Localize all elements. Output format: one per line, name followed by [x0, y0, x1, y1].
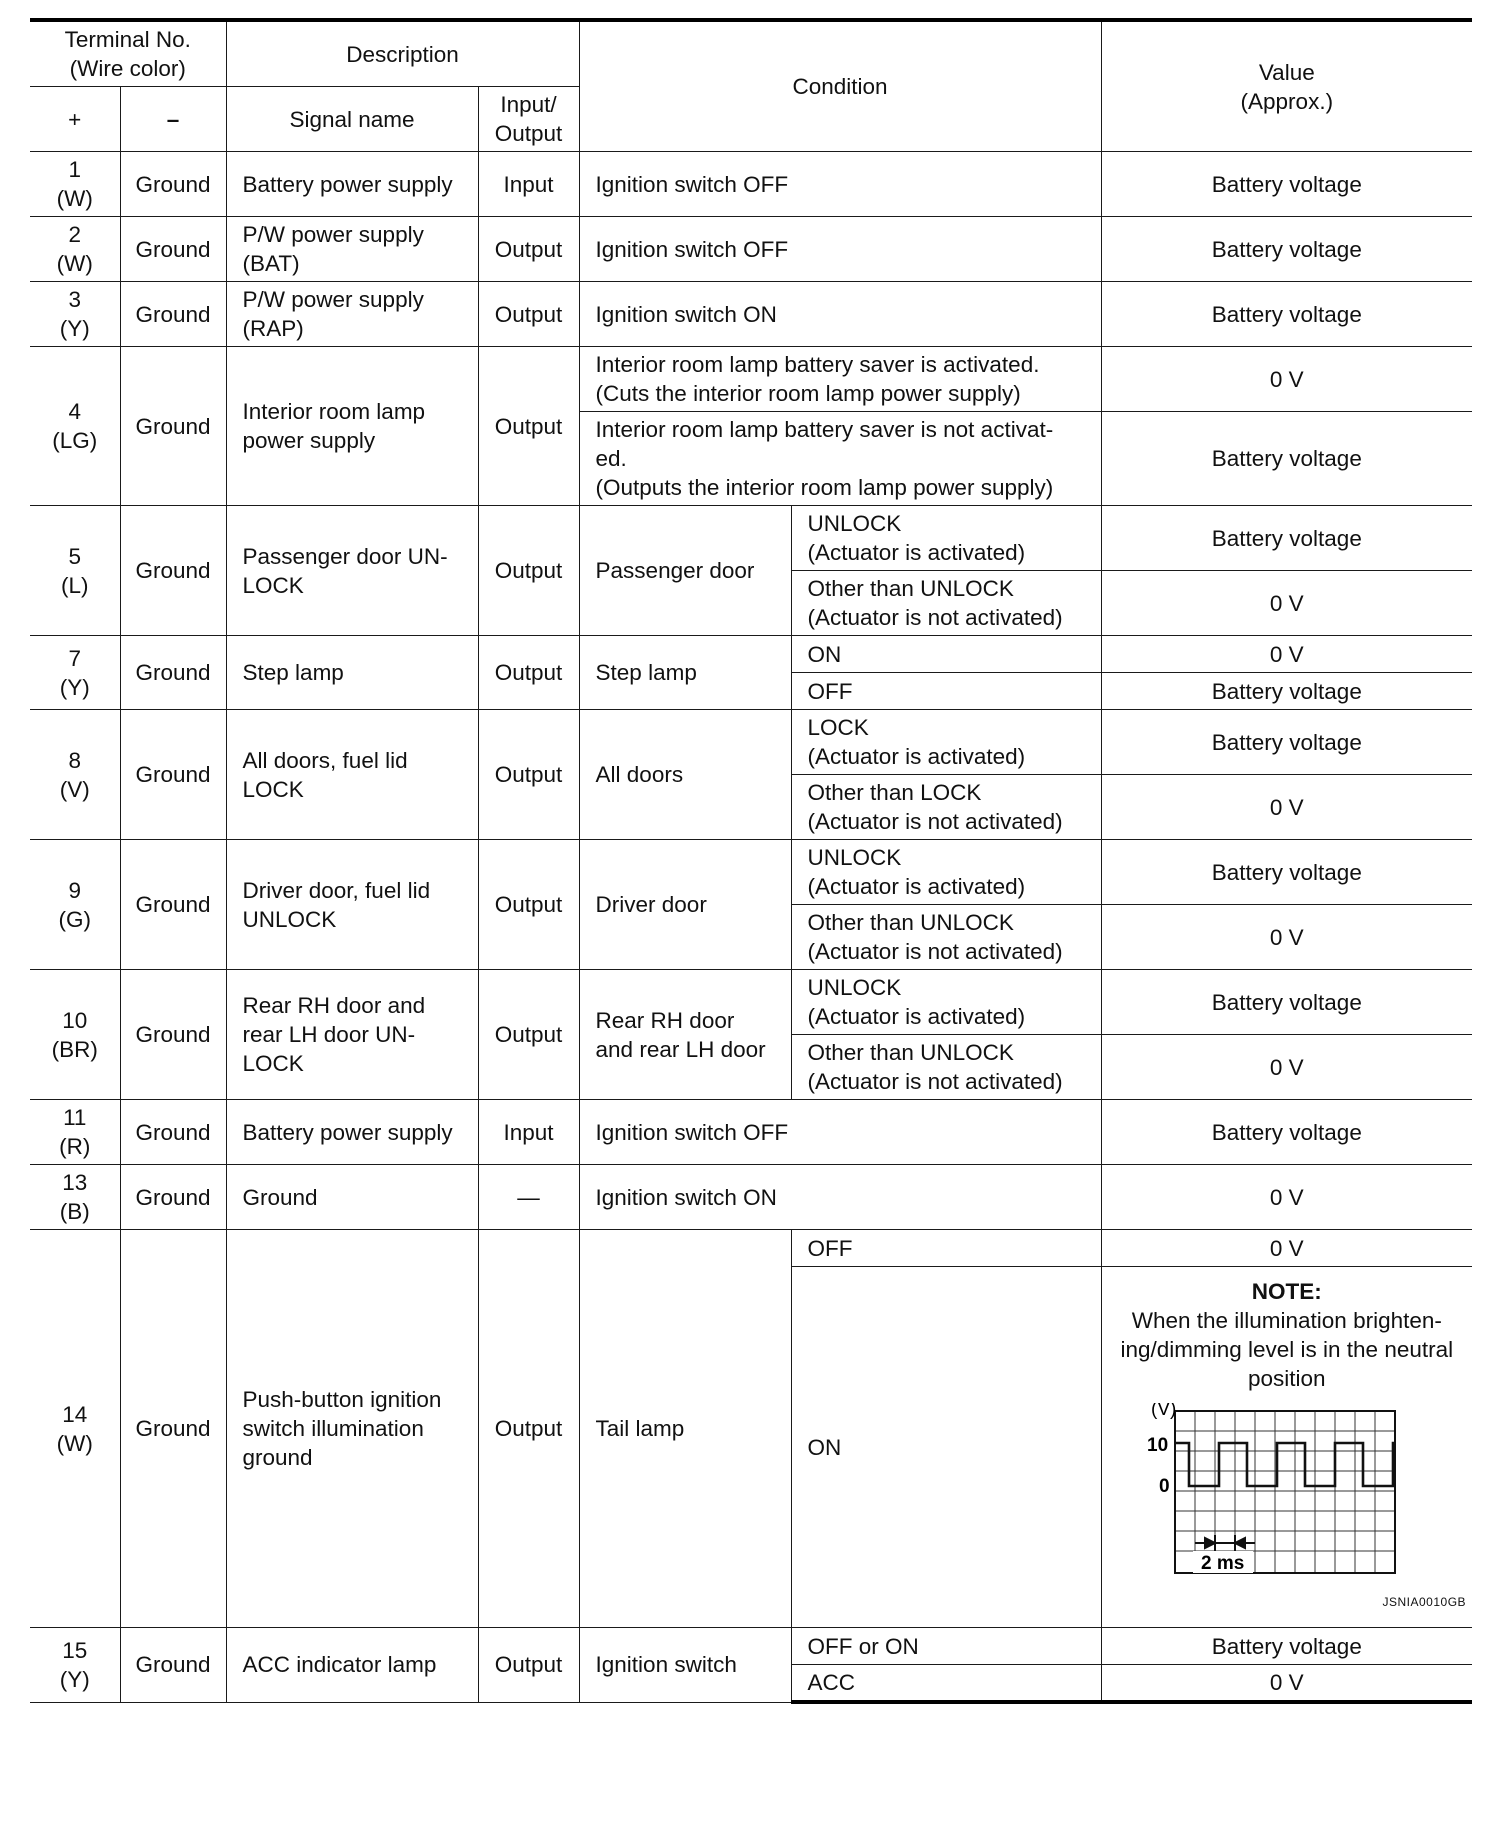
note-text: When the illumination brighten- ing/dimming level is in the neutral position: [1120, 1308, 1454, 1391]
signal-cell: P/W power supply (RAP): [226, 282, 478, 347]
table-row: [30, 152, 1472, 217]
ground-cell: Ground: [120, 1100, 226, 1165]
time-div-label: 2 ms: [1200, 1553, 1245, 1574]
terminal-cell: 8 (V): [30, 710, 120, 840]
state-cell: Other than LOCK (Actuator is not activated): [791, 775, 1101, 840]
ground-cell: Ground: [120, 506, 226, 636]
ground-cell: Ground: [120, 970, 226, 1100]
figure-id: JSNIA0010GB: [1382, 1595, 1467, 1609]
value-cell: Battery voltage: [1101, 840, 1472, 905]
io-cell: Output: [478, 970, 579, 1100]
value-cell: 0 V: [1101, 1165, 1472, 1230]
state-cell: ON: [791, 1267, 1101, 1628]
state-cell: OFF or ON: [791, 1628, 1101, 1665]
terminal-cell: 4 (LG): [30, 347, 120, 506]
terminal-cell: 2 (W): [30, 217, 120, 282]
state-cell: OFF: [791, 1230, 1101, 1267]
signal-cell: Driver door, fuel lid UNLOCK: [226, 840, 478, 970]
value-cell: Battery voltage: [1101, 217, 1472, 282]
table-row: [30, 1230, 1472, 1267]
value-cell: 0 V: [1101, 905, 1472, 970]
state-cell: Other than UNLOCK (Actuator is not activated): [791, 1035, 1101, 1100]
condition-cell: All doors: [579, 710, 791, 840]
ground-cell: Ground: [120, 1628, 226, 1703]
header-minus: –: [120, 87, 226, 152]
table-row: [30, 1100, 1472, 1165]
signal-cell: Rear RH door and rear LH door UN- LOCK: [226, 970, 478, 1100]
header-input-output: Input/ Output: [478, 87, 579, 152]
ground-cell: Ground: [120, 1165, 226, 1230]
value-cell: 0 V: [1101, 1230, 1472, 1267]
signal-cell: ACC indicator lamp: [226, 1628, 478, 1703]
signal-cell: Ground: [226, 1165, 478, 1230]
ground-cell: Ground: [120, 710, 226, 840]
waveform-trace: [1175, 1443, 1395, 1486]
io-cell: Input: [478, 1100, 579, 1165]
condition-cell: Passenger door: [579, 506, 791, 636]
io-cell: Output: [478, 636, 579, 710]
ground-cell: Ground: [120, 636, 226, 710]
ground-cell: Ground: [120, 1230, 226, 1628]
condition-cell: Ignition switch ON: [579, 282, 1101, 347]
value-cell: 0 V: [1101, 1035, 1472, 1100]
terminal-cell: 7 (Y): [30, 636, 120, 710]
header-plus: +: [30, 87, 120, 152]
io-cell: Output: [478, 506, 579, 636]
io-cell: Output: [478, 347, 579, 506]
ground-cell: Ground: [120, 217, 226, 282]
state-cell: Other than UNLOCK (Actuator is not activated): [791, 905, 1101, 970]
state-cell: ON: [791, 636, 1101, 673]
value-cell: Battery voltage: [1101, 1100, 1472, 1165]
terminal-cell: 3 (Y): [30, 282, 120, 347]
value-cell: 0 V: [1101, 636, 1472, 673]
io-cell: —: [478, 1165, 579, 1230]
ground-cell: Ground: [120, 152, 226, 217]
io-cell: Output: [478, 710, 579, 840]
signal-cell: Interior room lamp power supply: [226, 347, 478, 506]
value-cell: 0 V: [1101, 1665, 1472, 1703]
waveform-figure: [1106, 1403, 1469, 1590]
y-low-label: 0: [1158, 1476, 1170, 1497]
table-row: [30, 506, 1472, 571]
y-high-label: 10: [1146, 1435, 1168, 1456]
header-description: Description: [226, 20, 579, 87]
y-unit-label: (V): [1150, 1403, 1177, 1420]
state-cell: ACC: [791, 1665, 1101, 1703]
table-row: [30, 282, 1472, 347]
value-cell: Battery voltage: [1101, 710, 1472, 775]
header-terminal-no: Terminal No. (Wire color): [30, 20, 226, 87]
value-cell: Battery voltage: [1101, 412, 1472, 506]
value-cell: Battery voltage: [1101, 673, 1472, 710]
ground-cell: Ground: [120, 282, 226, 347]
state-cell: LOCK (Actuator is activated): [791, 710, 1101, 775]
table-row: [30, 970, 1472, 1035]
state-cell: Other than UNLOCK (Actuator is not activated): [791, 571, 1101, 636]
condition-cell: Interior room lamp battery saver is not activat- ed. (Outputs the interior room lamp power supply): [579, 412, 1101, 506]
table-row: [30, 1165, 1472, 1230]
time-div-marker: [1195, 1535, 1255, 1551]
terminal-cell: 9 (G): [30, 840, 120, 970]
waveform-chart: [1127, 1403, 1447, 1583]
note-title: NOTE:: [1251, 1279, 1322, 1304]
terminal-cell: 1 (W): [30, 152, 120, 217]
io-cell: Output: [478, 840, 579, 970]
signal-cell: Battery power supply: [226, 1100, 478, 1165]
value-cell: 0 V: [1101, 775, 1472, 840]
state-cell: OFF: [791, 673, 1101, 710]
signal-cell: P/W power supply (BAT): [226, 217, 478, 282]
signal-cell: Push-button ignition switch illumination ground: [226, 1230, 478, 1628]
waveform-grid: [1175, 1411, 1395, 1573]
value-cell: 0 V: [1101, 347, 1472, 412]
waveform-frame: [1175, 1411, 1395, 1573]
value-cell: Battery voltage: [1101, 282, 1472, 347]
table-row: [30, 347, 1472, 412]
header-value: Value (Approx.): [1101, 20, 1472, 152]
condition-cell: Ignition switch: [579, 1628, 791, 1703]
condition-cell: Rear RH door and rear LH door: [579, 970, 791, 1100]
value-cell: Battery voltage: [1101, 506, 1472, 571]
header-signal-name: Signal name: [226, 87, 478, 152]
state-cell: UNLOCK (Actuator is activated): [791, 840, 1101, 905]
terminal-cell: 10 (BR): [30, 970, 120, 1100]
ground-cell: Ground: [120, 840, 226, 970]
table-row: [30, 710, 1472, 775]
value-cell: Battery voltage: [1101, 970, 1472, 1035]
state-cell: UNLOCK (Actuator is activated): [791, 970, 1101, 1035]
waveform-note-cell: [1101, 1267, 1472, 1628]
io-cell: Output: [478, 217, 579, 282]
signal-cell: Passenger door UN- LOCK: [226, 506, 478, 636]
terminal-cell: 13 (B): [30, 1165, 120, 1230]
ground-cell: Ground: [120, 347, 226, 506]
condition-cell: Tail lamp: [579, 1230, 791, 1628]
terminal-cell: 11 (R): [30, 1100, 120, 1165]
value-cell: 0 V: [1101, 571, 1472, 636]
value-cell: Battery voltage: [1101, 1628, 1472, 1665]
table-row: [30, 636, 1472, 673]
condition-cell: Ignition switch OFF: [579, 1100, 1101, 1165]
value-cell: Battery voltage: [1101, 152, 1472, 217]
condition-cell: Driver door: [579, 840, 791, 970]
condition-cell: Interior room lamp battery saver is activated. (Cuts the interior room lamp power supply): [579, 347, 1101, 412]
table-row: [30, 217, 1472, 282]
io-cell: Input: [478, 152, 579, 217]
signal-cell: Step lamp: [226, 636, 478, 710]
condition-cell: Step lamp: [579, 636, 791, 710]
header-condition: Condition: [579, 20, 1101, 152]
io-cell: Output: [478, 1230, 579, 1628]
signal-cell: Battery power supply: [226, 152, 478, 217]
terminal-cell: 5 (L): [30, 506, 120, 636]
state-cell: UNLOCK (Actuator is activated): [791, 506, 1101, 571]
terminal-cell: 15 (Y): [30, 1628, 120, 1703]
terminal-spec-table: [30, 18, 1472, 1704]
signal-cell: All doors, fuel lid LOCK: [226, 710, 478, 840]
terminal-cell: 14 (W): [30, 1230, 120, 1628]
io-cell: Output: [478, 1628, 579, 1703]
condition-cell: Ignition switch ON: [579, 1165, 1101, 1230]
io-cell: Output: [478, 282, 579, 347]
condition-cell: Ignition switch OFF: [579, 152, 1101, 217]
table-row: [30, 840, 1472, 905]
table-row: [30, 1628, 1472, 1665]
condition-cell: Ignition switch OFF: [579, 217, 1101, 282]
